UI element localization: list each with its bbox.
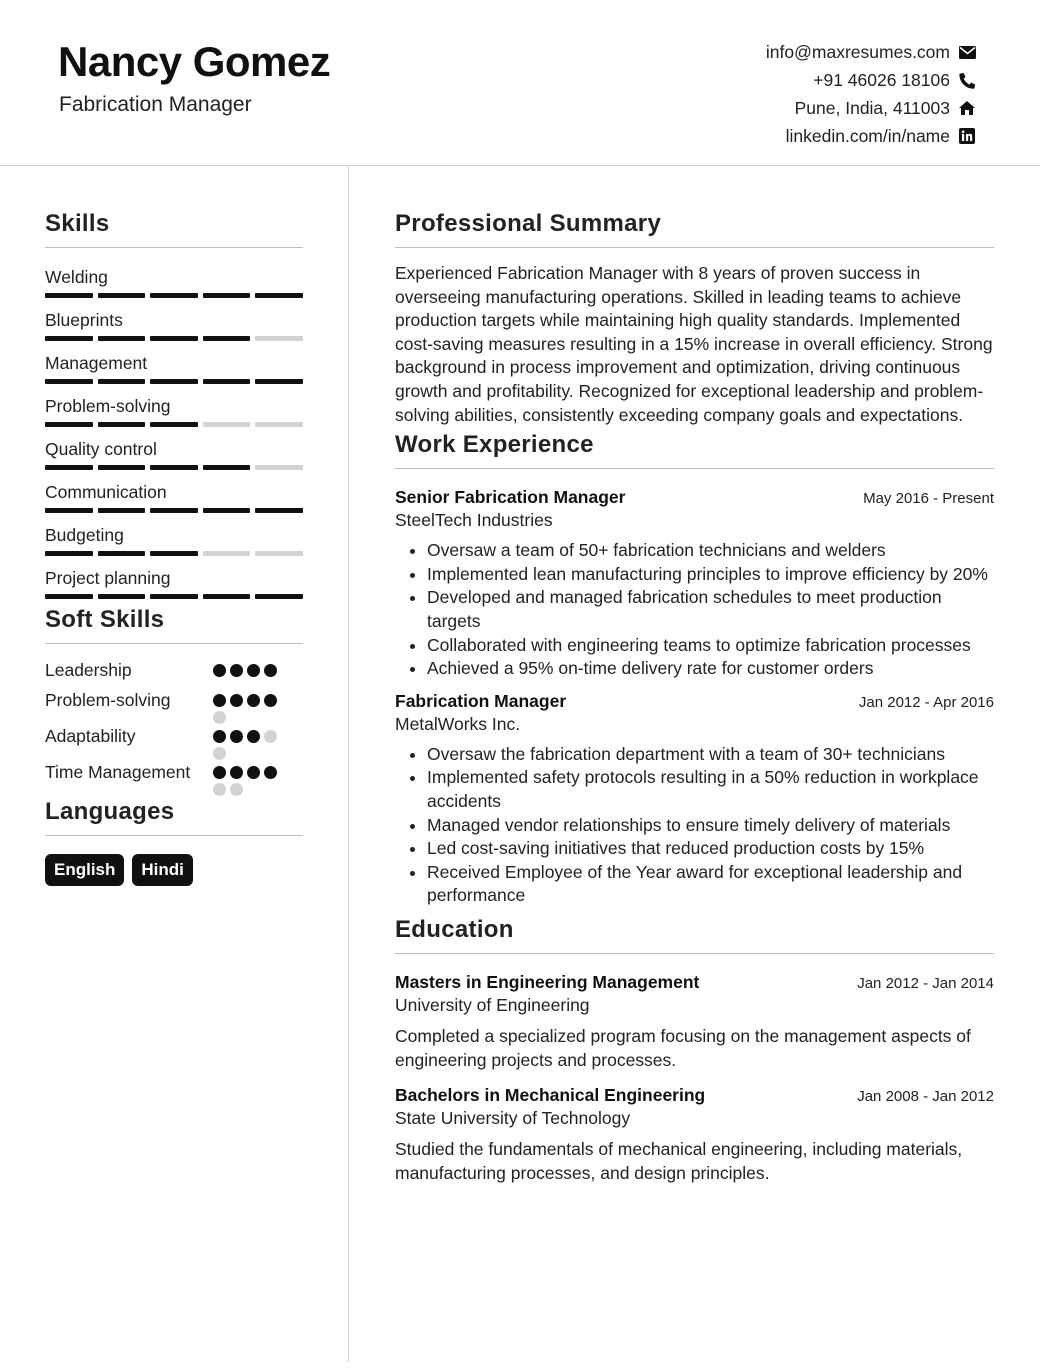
candidate-name: Nancy Gomez bbox=[58, 38, 331, 85]
job-bullet: • Led cost-saving initiatives that reduced production costs by 15% bbox=[427, 837, 994, 861]
job-bullet: • Oversaw the fabrication department with a team of 30+ technicians bbox=[427, 743, 994, 767]
soft-skill-dot bbox=[230, 766, 243, 779]
languages-list bbox=[45, 854, 303, 886]
column-divider bbox=[348, 166, 349, 1362]
skill-level-bars bbox=[45, 508, 303, 513]
skill-level-segment bbox=[98, 551, 146, 556]
skill-item bbox=[45, 567, 303, 610]
soft-skill-name: Problem-solving bbox=[45, 690, 171, 710]
skill-level-bars bbox=[45, 379, 303, 384]
contact-email[interactable] bbox=[766, 38, 976, 66]
soft-skill-dot bbox=[213, 730, 226, 743]
skill-level-bars bbox=[45, 293, 303, 298]
soft-skill-dot bbox=[230, 694, 243, 707]
soft-skill-item bbox=[45, 760, 303, 796]
soft-skill-dot bbox=[264, 730, 277, 743]
skill-level-segment bbox=[150, 379, 198, 384]
candidate-title: Fabrication Manager bbox=[59, 93, 252, 116]
soft-skill-dots bbox=[213, 664, 293, 677]
skill-level-segment bbox=[203, 594, 251, 599]
skill-level-bars bbox=[45, 336, 303, 341]
contact-list bbox=[766, 38, 976, 150]
job-bullet: • Collaborated with engineering teams to optimize fabrication processes bbox=[427, 634, 994, 658]
skill-level-segment bbox=[45, 551, 93, 556]
skill-level-bars bbox=[45, 551, 303, 556]
left-column bbox=[45, 210, 303, 886]
soft-skill-dot bbox=[213, 711, 226, 724]
skill-item bbox=[45, 524, 303, 567]
soft-skill-dot bbox=[247, 766, 260, 779]
skill-level-segment bbox=[203, 508, 251, 513]
resume-header bbox=[0, 0, 1040, 166]
skill-level-segment bbox=[98, 422, 146, 427]
skill-item bbox=[45, 309, 303, 352]
job-bullet: • Implemented lean manufacturing principles to improve efficiency by 20% bbox=[427, 563, 994, 587]
skills-list bbox=[45, 266, 303, 610]
skill-level-segment bbox=[150, 594, 198, 599]
soft-skills-list bbox=[45, 658, 303, 796]
education-degree: Masters in Engineering Management bbox=[395, 971, 700, 992]
skill-level-segment bbox=[45, 594, 93, 599]
language-tag: Hindi bbox=[132, 854, 193, 886]
skill-level-segment bbox=[150, 465, 198, 470]
job-bullet: • Developed and managed fabrication schedules to meet production targets bbox=[427, 586, 994, 633]
soft-skill-dots bbox=[213, 766, 293, 796]
contact-location bbox=[766, 94, 976, 122]
soft-skill-name: Adaptability bbox=[45, 726, 136, 746]
job-date: May 2016 - Present bbox=[863, 490, 994, 508]
job-bullet: • Implemented safety protocols resulting in a 50% reduction in workplace accidents bbox=[427, 766, 994, 813]
job-bullets bbox=[427, 539, 994, 681]
skill-level-segment bbox=[98, 379, 146, 384]
skill-level-segment bbox=[255, 379, 303, 384]
skill-level-segment bbox=[255, 465, 303, 470]
skill-level-segment bbox=[203, 422, 251, 427]
skill-level-segment bbox=[98, 594, 146, 599]
skill-name: Problem-solving bbox=[45, 396, 171, 416]
skill-level-bars bbox=[45, 594, 303, 599]
job-role: Fabrication Manager bbox=[395, 690, 567, 711]
job-company: MetalWorks Inc. bbox=[395, 713, 521, 734]
job-bullet: • Oversaw a team of 50+ fabrication technicians and welders bbox=[427, 539, 994, 563]
job-bullet: • Managed vendor relationships to ensure timely delivery of materials bbox=[427, 814, 994, 838]
contact-location-text: Pune, India, 411003 bbox=[794, 97, 950, 118]
job-bullet: • Achieved a 95% on-time delivery rate for customer orders bbox=[427, 657, 994, 681]
job-bullet: • Received Employee of the Year award for exceptional leadership and performance bbox=[427, 861, 994, 908]
soft-skill-dot bbox=[264, 766, 277, 779]
language-tag: English bbox=[45, 854, 124, 886]
education-header bbox=[395, 1085, 994, 1106]
education-entry bbox=[395, 972, 994, 1073]
soft-skill-dot bbox=[264, 664, 277, 677]
contact-phone[interactable] bbox=[766, 66, 976, 94]
soft-skill-dot bbox=[213, 664, 226, 677]
job-entry bbox=[395, 691, 994, 908]
phone-icon bbox=[958, 71, 976, 89]
skill-name: Blueprints bbox=[45, 310, 123, 330]
education-description: Completed a specialized program focusing on the management aspects of engineering projects and processes. bbox=[395, 1025, 971, 1071]
skill-level-segment bbox=[150, 422, 198, 427]
soft-skill-dot bbox=[247, 730, 260, 743]
skill-level-segment bbox=[203, 379, 251, 384]
skill-name: Budgeting bbox=[45, 525, 124, 545]
skill-level-segment bbox=[203, 465, 251, 470]
skill-level-segment bbox=[255, 551, 303, 556]
job-bullets bbox=[427, 743, 994, 908]
skill-level-segment bbox=[45, 465, 93, 470]
experience-heading: Work Experience bbox=[395, 431, 994, 469]
education-school: State University of Technology bbox=[395, 1107, 631, 1128]
skill-level-segment bbox=[203, 336, 251, 341]
skill-level-segment bbox=[255, 336, 303, 341]
skill-level-segment bbox=[98, 465, 146, 470]
skill-name: Welding bbox=[45, 267, 108, 287]
soft-skill-dot bbox=[247, 694, 260, 707]
soft-skill-dot bbox=[230, 730, 243, 743]
skill-level-segment bbox=[98, 508, 146, 513]
soft-skill-dot bbox=[247, 664, 260, 677]
education-school: University of Engineering bbox=[395, 994, 590, 1015]
home-icon bbox=[958, 99, 976, 117]
skill-level-segment bbox=[150, 551, 198, 556]
languages-heading: Languages bbox=[45, 798, 303, 836]
summary-heading: Professional Summary bbox=[395, 210, 994, 248]
education-description: Studied the fundamentals of mechanical engineering, including materials, manufacturing processes, and design principles. bbox=[395, 1138, 963, 1184]
skill-level-segment bbox=[255, 508, 303, 513]
skill-level-segment bbox=[45, 379, 93, 384]
soft-skill-dots bbox=[213, 694, 293, 724]
education-degree: Bachelors in Mechanical Engineering bbox=[395, 1084, 706, 1105]
education-date: Jan 2008 - Jan 2012 bbox=[857, 1087, 994, 1105]
job-date: Jan 2012 - Apr 2016 bbox=[858, 693, 994, 711]
soft-skill-dot bbox=[213, 783, 226, 796]
education-header bbox=[395, 972, 994, 993]
linkedin-icon bbox=[958, 127, 976, 145]
skill-name: Quality control bbox=[45, 439, 157, 459]
skill-level-segment bbox=[255, 594, 303, 599]
soft-skill-dot bbox=[230, 783, 243, 796]
skill-level-segment bbox=[255, 293, 303, 298]
job-entry bbox=[395, 487, 994, 681]
contact-email-text: info@maxresumes.com bbox=[765, 41, 950, 62]
job-header bbox=[395, 691, 994, 712]
skill-level-segment bbox=[45, 508, 93, 513]
skill-name: Project planning bbox=[45, 568, 171, 588]
soft-skill-name: Time Management bbox=[45, 762, 191, 782]
skill-level-segment bbox=[98, 293, 146, 298]
skills-heading: Skills bbox=[45, 210, 303, 248]
skill-item bbox=[45, 266, 303, 309]
skill-level-segment bbox=[203, 551, 251, 556]
soft-skill-dot bbox=[213, 694, 226, 707]
skill-item bbox=[45, 395, 303, 438]
job-header bbox=[395, 487, 994, 508]
skill-level-segment bbox=[150, 293, 198, 298]
soft-skill-dot bbox=[264, 694, 277, 707]
soft-skill-item bbox=[45, 658, 303, 688]
soft-skill-item bbox=[45, 688, 303, 724]
skill-item bbox=[45, 352, 303, 395]
contact-linkedin-text: linkedin.com/in/name bbox=[785, 125, 950, 146]
contact-phone-text: +91 46026 18106 bbox=[813, 69, 950, 90]
education-entry bbox=[395, 1085, 994, 1186]
skill-name: Communication bbox=[45, 482, 167, 502]
envelope-icon bbox=[958, 43, 976, 61]
job-role: Senior Fabrication Manager bbox=[395, 487, 626, 508]
skill-item bbox=[45, 481, 303, 524]
skill-level-bars bbox=[45, 422, 303, 427]
soft-skill-name: Leadership bbox=[45, 660, 132, 680]
skill-level-segment bbox=[45, 293, 93, 298]
education-heading: Education bbox=[395, 916, 994, 954]
skill-level-segment bbox=[255, 422, 303, 427]
summary-text: Experienced Fabrication Manager with 8 years of proven success in overseeing manufacturing operations. Skilled in leading teams to achieve production targets while maintaining high quality standards. Implemented cost-saving measures resulting in a 15% increase in overall efficiency. Strong background in process improvement and optimization, driving continuous growth and profitability. Recognized for exceptional leadership and problem-solving abilities, consistently exceeding company goals and expectations. bbox=[395, 263, 993, 425]
skill-level-segment bbox=[150, 508, 198, 513]
skill-level-segment bbox=[203, 293, 251, 298]
skill-level-segment bbox=[45, 422, 93, 427]
soft-skills-heading: Soft Skills bbox=[45, 606, 303, 644]
soft-skill-dot bbox=[213, 747, 226, 760]
soft-skill-dot bbox=[213, 766, 226, 779]
skill-level-segment bbox=[98, 336, 146, 341]
skill-name: Management bbox=[45, 353, 148, 373]
skill-level-segment bbox=[45, 336, 93, 341]
skill-item bbox=[45, 438, 303, 481]
soft-skill-item bbox=[45, 724, 303, 760]
experience-list bbox=[395, 487, 994, 908]
education-date: Jan 2012 - Jan 2014 bbox=[857, 974, 994, 992]
soft-skill-dot bbox=[230, 664, 243, 677]
skill-level-segment bbox=[150, 336, 198, 341]
soft-skill-dots bbox=[213, 730, 293, 760]
skill-level-bars bbox=[45, 465, 303, 470]
education-list bbox=[395, 972, 994, 1186]
contact-linkedin[interactable] bbox=[766, 122, 976, 150]
job-company: SteelTech Industries bbox=[395, 510, 553, 531]
right-column bbox=[395, 210, 994, 1198]
